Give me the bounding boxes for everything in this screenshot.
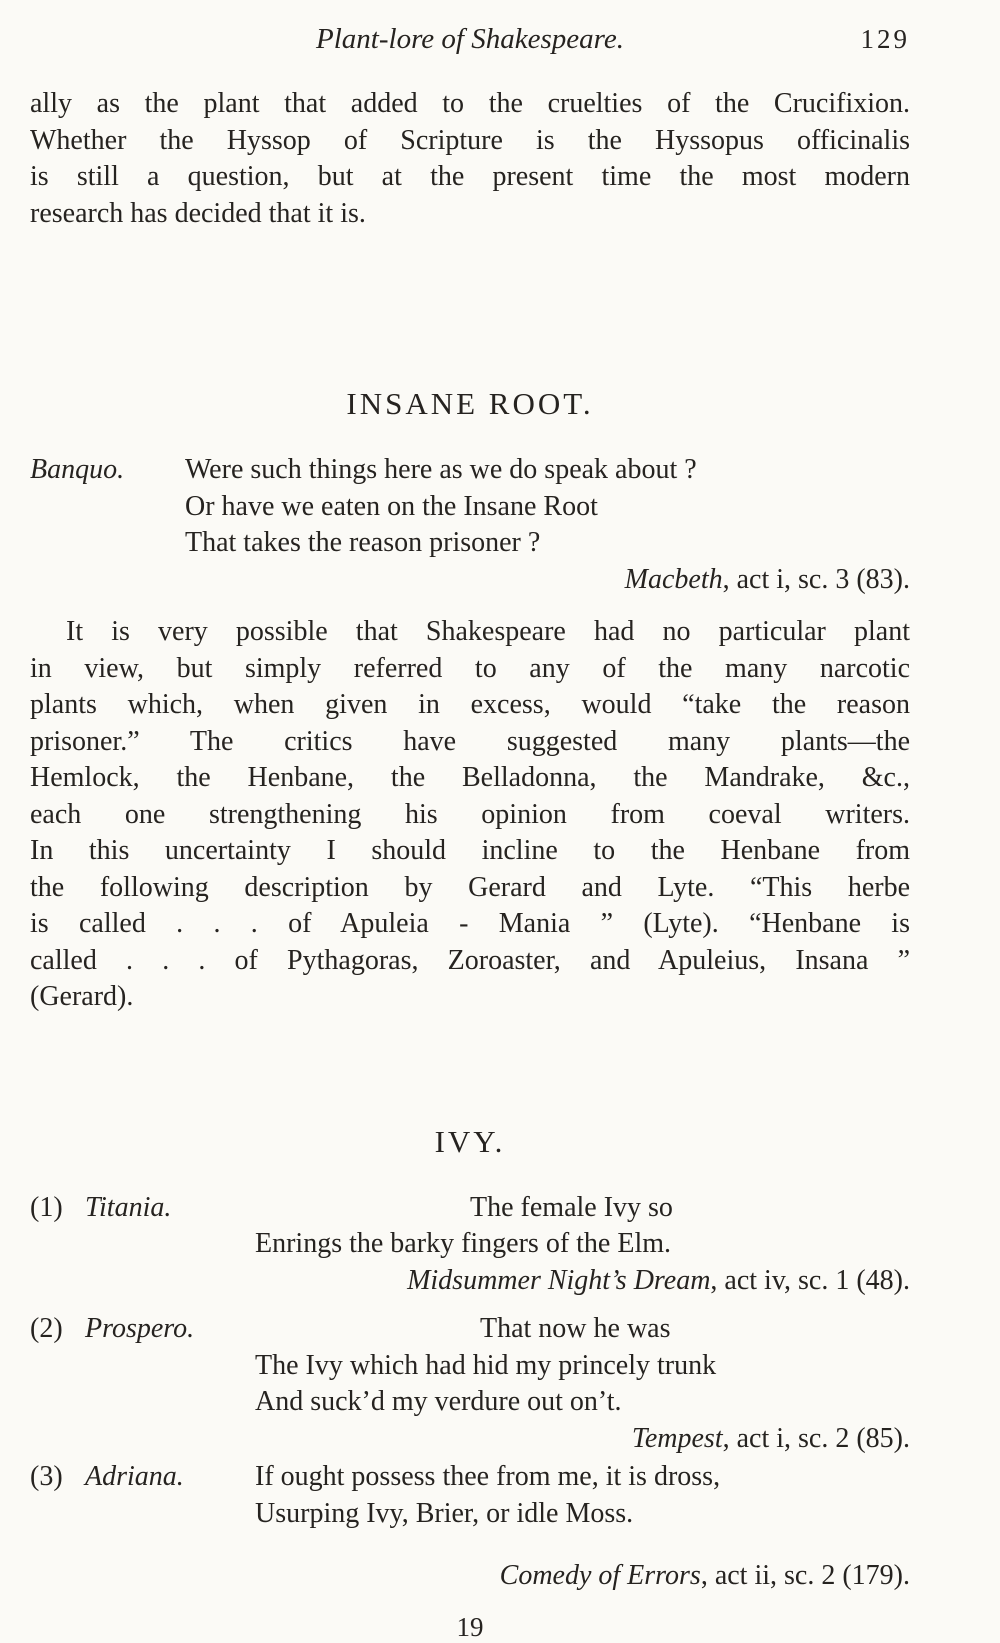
verse-line: The Ivy which had hid my princely trunk xyxy=(255,1349,717,1381)
quote-row xyxy=(30,452,910,489)
citation xyxy=(30,1558,910,1595)
quote-row xyxy=(30,1459,910,1496)
page-header xyxy=(30,18,910,60)
text-line: plants which, when given in excess, would “take the reason xyxy=(30,689,910,720)
text-line: Hemlock, the Henbane, the Belladonna, the Mandrake, &c., xyxy=(30,762,910,793)
quote-number: (3) xyxy=(30,1461,63,1492)
citation-work: Tempest xyxy=(631,1422,723,1454)
page-number: 129 xyxy=(860,24,910,54)
quote-row xyxy=(30,1311,910,1348)
speaker-label: Prospero. xyxy=(85,1313,195,1344)
text-line: It is very possible that Shakespeare had no particular plant xyxy=(66,616,910,647)
text-line: in view, but simply referred to any of the many narcotic xyxy=(30,652,910,684)
quote-block-adriana xyxy=(30,1459,910,1595)
quote-number: (2) xyxy=(30,1313,63,1344)
text-line: (Gerard). xyxy=(30,981,134,1012)
citation-detail: , act i, sc. 2 (85). xyxy=(722,1422,910,1454)
citation xyxy=(30,1421,910,1458)
verse-line: That takes the reason prisoner ? xyxy=(185,527,541,558)
text-line: research has decided that it is. xyxy=(30,197,366,229)
citation-detail: , act iv, sc. 1 (48). xyxy=(710,1264,910,1296)
citation-work: Midsummer Night’s Dream xyxy=(407,1264,711,1296)
section-heading-insane-root: INSANE ROOT. xyxy=(346,386,594,421)
verse-line: And suck’d my verdure out on’t. xyxy=(255,1386,622,1417)
section-heading-ivy: IVY. xyxy=(434,1123,506,1159)
quote-number: (1) xyxy=(30,1191,63,1223)
text-line: each one strengthening his opinion from coeval writers. xyxy=(30,798,910,830)
text-line: is still a question, but at the present time the most modern xyxy=(30,161,910,192)
verse-line: The female Ivy so xyxy=(470,1191,673,1223)
running-title: Plant-lore of Shakespeare. xyxy=(316,23,624,55)
intro-paragraph xyxy=(30,86,910,232)
text-line: Whether the Hyssop of Scripture is the Hyssopus officinalis xyxy=(30,124,910,156)
verse-line: Were such things here as we do speak about ? xyxy=(185,454,697,485)
speaker-label: Banquo. xyxy=(30,454,125,485)
quote-block-banquo xyxy=(30,452,910,598)
verse-line: Enrings the barky fingers of the Elm. xyxy=(255,1228,672,1259)
text-line: is called . . . of Apuleia - Mania ” (Lyte). “Henbane is xyxy=(30,908,910,939)
citation-detail: , act ii, sc. 2 (179). xyxy=(700,1560,910,1591)
verse-line: If ought possess thee from me, it is dross, xyxy=(255,1461,721,1492)
text-line: ally as the plant that added to the cruelties of the Crucifixion. xyxy=(30,88,910,119)
speaker-label: Adriana. xyxy=(85,1461,184,1492)
body-paragraph xyxy=(30,614,910,1016)
speaker-label: Titania. xyxy=(85,1191,172,1223)
quote-row xyxy=(30,1190,910,1227)
citation-work: Macbeth xyxy=(624,563,723,595)
signature-mark: 19 xyxy=(456,1612,484,1642)
text-line: prisoner.” The critics have suggested many plants—the xyxy=(30,725,910,757)
verse-line: That now he was xyxy=(480,1313,671,1344)
citation xyxy=(30,1263,910,1300)
quote-block-prospero xyxy=(30,1311,910,1457)
text-line: In this uncertainty I should incline to the Henbane from xyxy=(30,835,910,866)
citation-detail: , act i, sc. 3 (83). xyxy=(722,563,910,595)
text-line: called . . . of Pythagoras, Zoroaster, and Apuleius, Insana ” xyxy=(30,944,910,976)
text-line: the following description by Gerard and Lyte. “This herbe xyxy=(30,871,910,903)
quote-block-titania xyxy=(30,1190,910,1300)
citation xyxy=(30,562,910,599)
citation-work: Comedy of Errors xyxy=(499,1560,701,1591)
verse-line: Or have we eaten on the Insane Root xyxy=(185,490,598,522)
verse-line: Usurping Ivy, Brier, or idle Moss. xyxy=(255,1497,634,1529)
